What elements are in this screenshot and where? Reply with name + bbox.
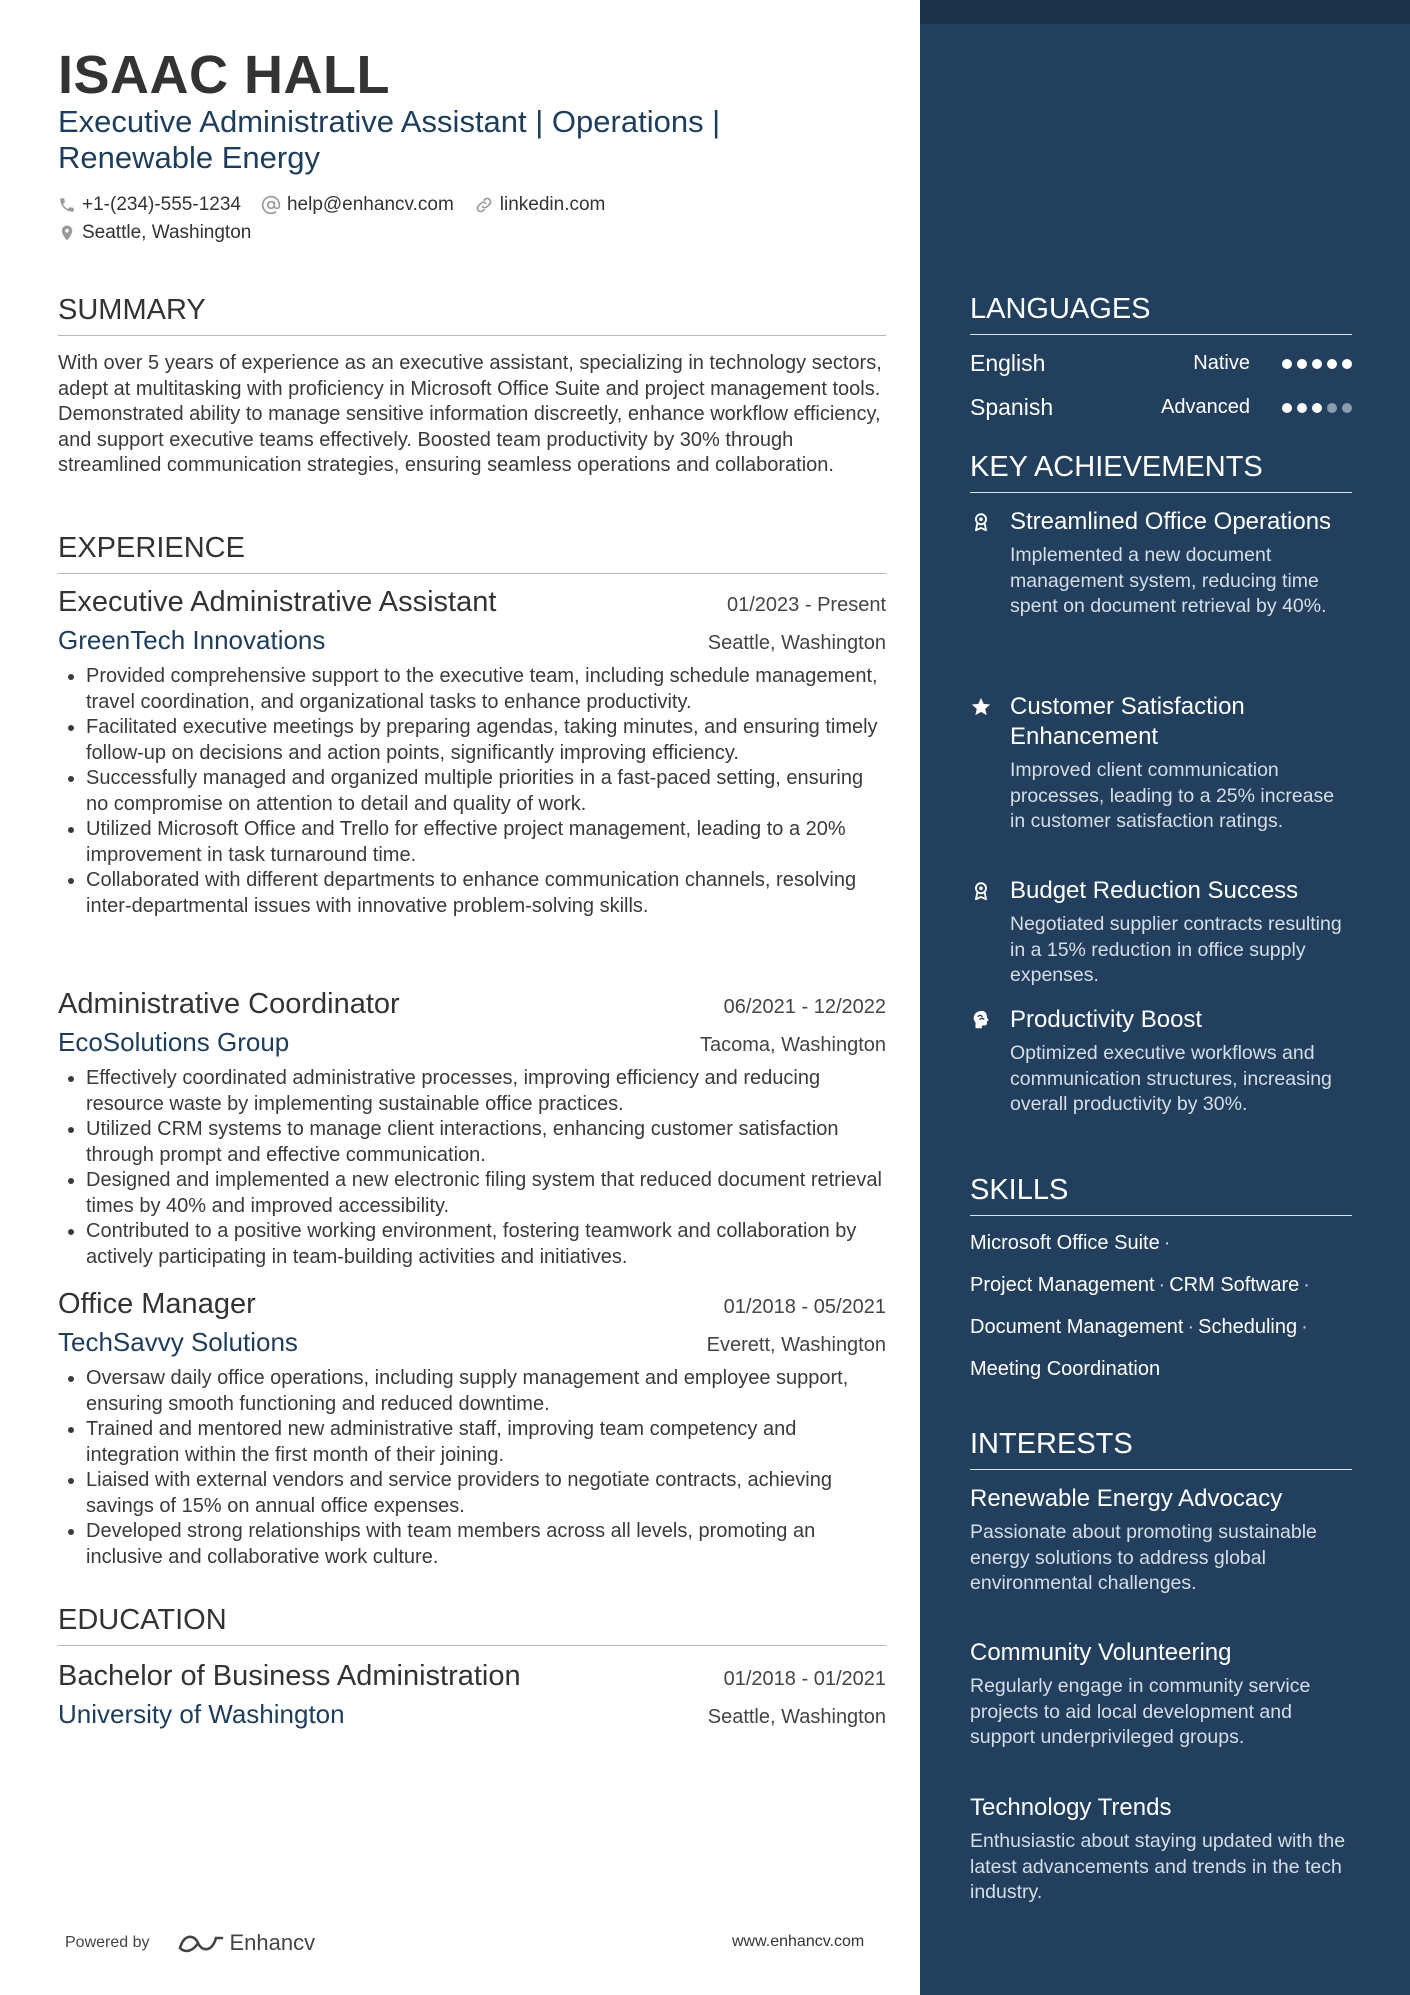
language-row xyxy=(970,394,1352,421)
interest-desc: Passionate about promoting sustainable energy solutions to address global environmental challenges. xyxy=(970,1521,1317,1594)
enhancv-logo-icon xyxy=(176,1930,226,1956)
interest-title: Community Volunteering xyxy=(970,1639,1232,1666)
job-bullet: • Oversaw daily office operations, including supply management and employee support, ensuring smooth functioning and reduced downtime. xyxy=(86,1366,886,1417)
interest-desc: Regularly engage in community service projects to aid local development and support underprivileged groups. xyxy=(970,1675,1311,1748)
skill-line xyxy=(970,1228,1352,1270)
interest-desc: Enthusiastic about staying updated with the latest advancements and trends in the tech industry. xyxy=(970,1830,1346,1903)
proficiency-dot-filled xyxy=(1282,359,1292,369)
job-bullets xyxy=(58,1066,886,1270)
experience-heading: EXPERIENCE xyxy=(58,532,886,574)
skill-line xyxy=(970,1270,1352,1312)
proficiency-dot-filled xyxy=(1327,359,1337,369)
job-location: Seattle, Washington xyxy=(707,632,886,654)
achievement-title: Productivity Boost xyxy=(1010,1006,1203,1033)
job-bullet: • Liaised with external vendors and service providers to negotiate contracts, achieving savings of 15% on annual office expenses. xyxy=(86,1468,886,1519)
skill-separator: · xyxy=(1303,1274,1310,1296)
skill-item: Document Management xyxy=(970,1316,1184,1338)
school-name: University of Washington xyxy=(58,1699,345,1729)
email-contact[interactable] xyxy=(261,194,454,216)
proficiency-dot-filled xyxy=(1312,359,1322,369)
proficiency-dot-filled xyxy=(1312,403,1322,413)
award-icon xyxy=(970,880,992,902)
job-title: Office Manager xyxy=(58,1288,256,1320)
sidebar xyxy=(920,0,1410,1995)
powered-by-text: Powered by xyxy=(65,1934,150,1951)
location-text: Seattle, Washington xyxy=(82,222,252,243)
job-company: GreenTech Innovations xyxy=(58,625,326,655)
job-location: Everett, Washington xyxy=(706,1334,886,1356)
skill-item: Project Management xyxy=(970,1274,1155,1296)
school-location: Seattle, Washington xyxy=(707,1706,886,1728)
proficiency-dot-filled xyxy=(1282,403,1292,413)
award-icon xyxy=(970,511,992,533)
language-name: English xyxy=(970,350,1046,376)
proficiency-dot-filled xyxy=(1297,359,1307,369)
skill-separator: · xyxy=(1158,1274,1166,1296)
achievement-item xyxy=(970,507,1352,620)
job-bullet: • Successfully managed and organized multiple priorities in a fast-paced setting, ensuring no compromise on attention to detail and quality of work. xyxy=(86,766,886,817)
summary-heading: SUMMARY xyxy=(58,294,886,336)
job-bullet: • Facilitated executive meetings by preparing agendas, taking minutes, and ensuring timely follow-up on decisions and action points, significantly improving efficiency. xyxy=(86,715,886,766)
achievement-item xyxy=(970,1005,1352,1118)
languages-heading: LANGUAGES xyxy=(970,293,1352,335)
achievement-title: Streamlined Office Operations xyxy=(1010,508,1332,535)
achievement-desc: Negotiated supplier contracts resulting in a 15% reduction in office supply expenses. xyxy=(1010,913,1342,986)
interest-item xyxy=(970,1638,1352,1751)
skill-separator: · xyxy=(1163,1232,1171,1254)
achievement-title: Customer Satisfaction Enhancement xyxy=(1010,693,1245,750)
skill-item: Meeting Coordination xyxy=(970,1358,1161,1380)
job-dates: 01/2023 - Present xyxy=(727,594,886,616)
job-bullet: • Effectively coordinated administrative processes, improving efficiency and reducing resource waste by implementing sustainable office practices. xyxy=(86,1066,886,1117)
language-level: Advanced xyxy=(1161,396,1250,418)
degree-title: Bachelor of Business Administration xyxy=(58,1660,521,1692)
interest-item xyxy=(970,1484,1352,1597)
language-proficiency-dots xyxy=(1282,403,1352,413)
location-contact xyxy=(58,222,251,244)
job-entry xyxy=(58,988,886,1270)
proficiency-dot-empty xyxy=(1327,403,1337,413)
email-text: help@enhancv.com xyxy=(286,194,454,215)
proficiency-dot-filled xyxy=(1297,403,1307,413)
interests-heading: INTERESTS xyxy=(970,1428,1352,1470)
skill-item: Scheduling xyxy=(1198,1316,1298,1338)
star-icon xyxy=(970,696,992,718)
footer-url[interactable]: www.enhancv.com xyxy=(732,1933,865,1950)
job-entry xyxy=(58,586,886,919)
achievement-desc: Implemented a new document management system, reducing time spent on document retrieval by 40%. xyxy=(1010,544,1327,617)
job-bullet: • Trained and mentored new administrative staff, improving team competency and integration within the first month of their joining. xyxy=(86,1417,886,1468)
brain-icon xyxy=(970,1009,992,1031)
achievement-desc: Optimized executive workflows and communication structures, increasing overall productivity by 30%. xyxy=(1010,1042,1332,1115)
candidate-name: ISAAC HALL xyxy=(58,45,390,105)
education-heading: EDUCATION xyxy=(58,1604,886,1646)
job-bullet: • Collaborated with different departments to enhance communication channels, resolving inter-departmental issues with innovative problem-solving skills. xyxy=(86,868,886,919)
location-row xyxy=(58,222,271,244)
interest-item xyxy=(970,1793,1352,1906)
skill-item: Microsoft Office Suite xyxy=(970,1232,1160,1254)
job-bullet: • Provided comprehensive support to the executive team, including schedule management, travel coordination, and organizational tasks to enhance productivity. xyxy=(86,664,886,715)
achievement-item xyxy=(970,876,1352,989)
job-bullet: • Utilized CRM systems to manage client interactions, enhancing customer satisfaction through prompt and effective communication. xyxy=(86,1117,886,1168)
job-bullet: • Contributed to a positive working environment, fostering teamwork and collaboration by actively participating in team-building activities and initiatives. xyxy=(86,1219,886,1270)
phone-contact[interactable] xyxy=(58,194,241,216)
language-row xyxy=(970,350,1352,377)
at-icon xyxy=(261,195,281,215)
proficiency-dot-filled xyxy=(1342,359,1352,369)
linkedin-text: linkedin.com xyxy=(499,194,606,215)
job-company: EcoSolutions Group xyxy=(58,1027,290,1057)
phone-text: +1-(234)-555-1234 xyxy=(82,194,241,215)
proficiency-dot-empty xyxy=(1342,403,1352,413)
job-location: Tacoma, Washington xyxy=(699,1034,886,1056)
skill-separator: · xyxy=(1301,1316,1308,1338)
phone-icon xyxy=(58,196,76,214)
job-bullet: • Utilized Microsoft Office and Trello for effective project management, leading to a 20% improvement in task turnaround time. xyxy=(86,817,886,868)
linkedin-contact[interactable] xyxy=(474,194,606,216)
skill-separator: · xyxy=(1187,1316,1195,1338)
candidate-title: Executive Administrative Assistant | Operations | Renewable Energy xyxy=(58,104,721,175)
achievements-heading: KEY ACHIEVEMENTS xyxy=(970,451,1352,493)
location-pin-icon xyxy=(58,223,76,243)
brand-text[interactable]: Enhancv xyxy=(229,1930,316,1955)
job-dates: 01/2018 - 05/2021 xyxy=(723,1296,886,1318)
job-title: Executive Administrative Assistant xyxy=(58,586,497,618)
skills-heading: SKILLS xyxy=(970,1174,1352,1216)
education-entry xyxy=(58,1660,886,1730)
language-proficiency-dots xyxy=(1282,359,1352,369)
achievement-desc: Improved client communication processes, leading to a 25% increase in customer satisfaction ratings. xyxy=(1010,759,1335,832)
contact-row xyxy=(58,194,625,216)
sidebar-top-bar xyxy=(920,0,1410,24)
job-bullet: • Developed strong relationships with team members across all levels, promoting an inclusive and collaborative work culture. xyxy=(86,1519,886,1570)
skill-item: CRM Software xyxy=(1169,1274,1300,1296)
interest-title: Technology Trends xyxy=(970,1794,1172,1821)
job-dates: 06/2021 - 12/2022 xyxy=(723,996,886,1018)
achievement-item xyxy=(970,692,1352,835)
job-company: TechSavvy Solutions xyxy=(58,1327,298,1357)
link-icon xyxy=(474,195,494,215)
skill-line xyxy=(970,1354,1352,1396)
job-entry xyxy=(58,1288,886,1570)
skills-list xyxy=(970,1228,1352,1396)
job-title: Administrative Coordinator xyxy=(58,988,400,1020)
achievement-title: Budget Reduction Success xyxy=(1010,877,1299,904)
summary-text: With over 5 years of experience as an executive assistant, specializing in technology sectors, adept at multitasking with proficiency in Microsoft Office Suite and project management tools. Demonstrated ability to manage sensitive information discreetly, enhance workflow efficiency, and support executive teams effectively. Boosted team productivity by 30% through streamlined communication strategies, ensuring seamless operations and collaboration. xyxy=(58,352,882,476)
job-bullets xyxy=(58,664,886,919)
interest-title: Renewable Energy Advocacy xyxy=(970,1485,1283,1512)
footer-powered-by xyxy=(65,1930,315,1956)
language-level: Native xyxy=(1193,352,1250,374)
job-bullet: • Designed and implemented a new electronic filing system that reduced document retrieval times by 40% and improved accessibility. xyxy=(86,1168,886,1219)
job-bullets xyxy=(58,1366,886,1570)
language-name: Spanish xyxy=(970,394,1054,420)
education-dates: 01/2018 - 01/2021 xyxy=(723,1668,886,1690)
skill-line xyxy=(970,1312,1352,1354)
